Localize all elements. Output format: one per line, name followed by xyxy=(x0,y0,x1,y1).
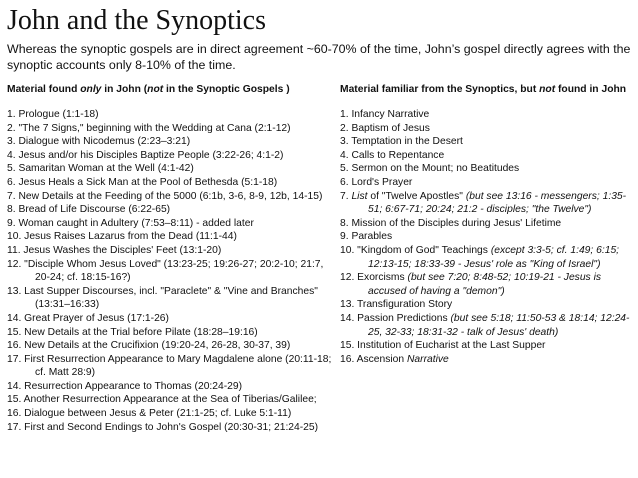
list-item: 6. Jesus Heals a Sick Man at the Pool of Bethesda (5:1-18) xyxy=(7,176,278,188)
list-item xyxy=(340,353,634,367)
list-item xyxy=(340,217,634,231)
item-text: 16. Ascension xyxy=(340,353,407,365)
list-item: 16. New Details at the Crucifixion (19:20-24, 26-28, 30-37, 39) xyxy=(7,340,291,352)
list-item: 8. Bread of Life Discourse (6:22-65) xyxy=(7,204,171,216)
list-item: 17. First Resurrection Appearance to Mary Magdalene alone (20:11-18; cf. Matt 28:9) xyxy=(7,353,332,379)
john-only-column xyxy=(7,83,332,434)
item-text: 6. Lord's Prayer xyxy=(340,176,413,188)
item-text: 13. Transfiguration Story xyxy=(340,299,453,311)
item-text: 2. Baptism of Jesus xyxy=(340,122,430,134)
item-note: Narrative xyxy=(406,353,449,365)
item-text: 8. Mission of the Disciples during Jesus' Lifetime xyxy=(340,217,562,229)
heading-emphasis: only xyxy=(80,84,102,95)
item-text: of "Twelve Apostles" xyxy=(367,190,466,202)
list-item xyxy=(340,230,634,244)
item-number: 7. xyxy=(340,190,352,202)
heading-text: Material familiar from the Synoptics, but xyxy=(340,84,540,95)
list-item: 15. New Details at the Trial before Pilate (18:28–19:16) xyxy=(7,326,258,338)
list-item xyxy=(340,135,634,149)
list-item xyxy=(340,244,634,271)
list-item: 9. Woman caught in Adultery (7:53–8:11) - added later xyxy=(7,217,254,229)
john-only-heading xyxy=(7,83,332,96)
slide-subtitle: Whereas the synoptic gospels are in direct agreement ~60-70% of the time, John’s gospel directly agrees with the synoptic accounts only 8-10% of the time. xyxy=(7,42,631,72)
item-text: 5. Sermon on the Mount; no Beatitudes xyxy=(340,163,520,175)
item-text: 3. Temptation in the Desert xyxy=(340,136,463,148)
heading-text: found in John xyxy=(555,84,627,95)
item-text: 14. Passion Predictions xyxy=(340,312,451,324)
list-item: 14. Great Prayer of Jesus (17:1-26) xyxy=(7,312,169,324)
list-item xyxy=(340,298,634,312)
list-item: 4. Jesus and/or his Disciples Baptize People (3:22-26; 4:1-2) xyxy=(7,149,284,161)
heading-emphasis: not xyxy=(147,84,164,95)
list-item xyxy=(340,271,634,298)
list-item: 7. New Details at the Feeding of the 5000 (6:1b, 3-6, 8-9, 12b, 14-15) xyxy=(7,190,323,202)
list-item: 11. Jesus Washes the Disciples' Feet (13:1-20) xyxy=(7,244,222,256)
list-item: 5. Samaritan Woman at the Well (4:1-42) xyxy=(7,163,194,175)
item-note: (except 3:3-5; cf. 1:49; 6:15; 12:13-15; 18:33-39 - Jesus' role as "King of Israel") xyxy=(368,244,620,270)
list-item: 1. Prologue (1:1-18) xyxy=(7,109,99,120)
list-item: 12. "Disciple Whom Jesus Loved" (13:23-25; 19:26-27; 20:2-10; 21:7, 20-24; cf. 18:15-16?) xyxy=(7,258,324,284)
list-item xyxy=(340,122,634,136)
list-item xyxy=(340,162,634,176)
heading-emphasis: not xyxy=(539,84,556,95)
item-emphasis: List xyxy=(351,190,368,202)
john-only-list xyxy=(7,108,332,434)
heading-text: in John ( xyxy=(101,84,148,95)
list-item xyxy=(340,108,634,122)
list-item: 13. Last Supper Discourses, incl. "Paraclete" & "Vine and Branches" (13:31–16:33) xyxy=(7,285,318,311)
item-text: 4. Calls to Repentance xyxy=(340,149,445,161)
item-text: 12. Exorcisms xyxy=(340,272,408,284)
list-item: 16. Dialogue between Jesus & Peter (21:1-25; cf. Luke 5:1-11) xyxy=(7,408,292,420)
list-item: 10. Jesus Raises Lazarus from the Dead (11:1-44) xyxy=(7,231,237,243)
list-item xyxy=(340,339,634,353)
list-item: 2. "The 7 Signs," beginning with the Wedding at Cana (2:1-12) xyxy=(7,122,291,134)
item-text: 9. Parables xyxy=(340,231,393,243)
item-text: 10. "Kingdom of God" Teachings xyxy=(340,244,491,256)
synoptic-only-heading xyxy=(340,83,634,96)
heading-text: Material found xyxy=(7,84,81,95)
list-item xyxy=(340,312,634,339)
list-item xyxy=(340,176,634,190)
item-note: (but see 7:20; 8:48-52; 10:19-21 - Jesus is accused of having a "demon") xyxy=(368,272,602,297)
list-item: 3. Dialogue with Nicodemus (2:23–3:21) xyxy=(7,136,191,148)
item-note: (but see 13:16 - messengers; 1:35-51; 6:67-71; 20:24; 21:2 - disciples; "the Twelve") xyxy=(368,190,627,216)
heading-text: in the Synoptic Gospels ) xyxy=(163,84,290,95)
item-note: (but see 5:18; 11:50-53 & 18:14; 12:24-25, 32-33; 18:31-32 - talk of Jesus' death) xyxy=(368,312,630,338)
list-item: 15. Another Resurrection Appearance at the Sea of Tiberias/Galilee; xyxy=(7,394,317,406)
synoptic-only-list xyxy=(340,108,634,366)
list-item xyxy=(340,149,634,163)
item-text: 1. Infancy Narrative xyxy=(340,109,430,120)
slide-title: John and the Synoptics xyxy=(7,5,266,36)
list-item xyxy=(340,190,634,217)
synoptic-only-column xyxy=(340,83,634,366)
list-item: 17. First and Second Endings to John's Gospel (20:30-31; 21:24-25) xyxy=(7,421,319,433)
list-item: 14. Resurrection Appearance to Thomas (20:24-29) xyxy=(7,380,243,392)
item-text: 15. Institution of Eucharist at the Last Supper xyxy=(340,340,546,352)
